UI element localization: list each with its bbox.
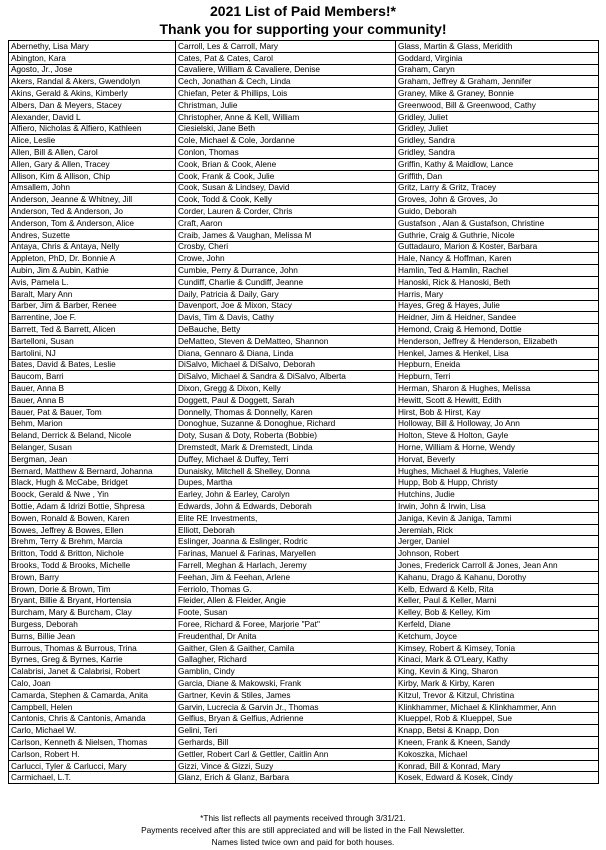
member-name-cell: Heidner, Jim & Heidner, Sandee <box>396 312 599 324</box>
member-name-cell: Cech, Jonathan & Cech, Linda <box>176 76 396 88</box>
member-name-cell: Carroll, Les & Carroll, Mary <box>176 41 396 53</box>
table-row <box>9 678 599 690</box>
member-name-cell: Ketchum, Joyce <box>396 630 599 642</box>
table-row <box>9 265 599 277</box>
table-row <box>9 666 599 678</box>
member-name-cell: Cook, Brian & Cook, Alene <box>176 158 396 170</box>
member-name-cell: Jerger, Daniel <box>396 536 599 548</box>
member-name-cell: Donnelly, Thomas & Donnelly, Karen <box>176 406 396 418</box>
member-name-cell: Duffey, Michael & Duffey, Terri <box>176 453 396 465</box>
list-subtitle: Thank you for supporting your community! <box>159 21 447 37</box>
member-name-cell: Antaya, Chris & Antaya, Nelly <box>9 241 176 253</box>
table-row <box>9 701 599 713</box>
member-name-cell: Johnson, Robert <box>396 548 599 560</box>
member-name-cell: Brooks, Todd & Brooks, Michelle <box>9 560 176 572</box>
footer-note-later-payments: Payments received after this are still appreciated and will be listed in the Fall Newsletter. <box>141 825 465 835</box>
member-name-cell: Jeremiah, Rick <box>396 524 599 536</box>
member-name-cell: Anderson, Ted & Anderson, Jo <box>9 206 176 218</box>
member-name-cell: Cantonis, Chris & Cantonis, Amanda <box>9 713 176 725</box>
member-name-cell: Bauer, Anna B <box>9 394 176 406</box>
member-name-cell: Gelini, Teri <box>176 725 396 737</box>
table-row <box>9 111 599 123</box>
member-name-cell: Bergman, Jean <box>9 453 176 465</box>
member-name-cell: Hepburn, Terri <box>396 371 599 383</box>
member-name-cell: DiSalvo, Michael & DiSalvo, Deborah <box>176 359 396 371</box>
member-name-cell: Kneen, Frank & Kneen, Sandy <box>396 737 599 749</box>
member-name-cell: Holton, Steve & Holton, Gayle <box>396 430 599 442</box>
member-name-cell: Hamlin, Ted & Hamlin, Rachel <box>396 265 599 277</box>
table-row <box>9 312 599 324</box>
member-name-cell: Keller, Paul & Keller, Marni <box>396 595 599 607</box>
member-name-cell: Amsallem, John <box>9 182 176 194</box>
member-name-cell: Akins, Gerald & Akins, Kimberly <box>9 88 176 100</box>
member-name-cell: Calabrisi, Janet & Calabrisi, Robert <box>9 666 176 678</box>
table-row <box>9 206 599 218</box>
member-name-cell: Barrentine, Joe F. <box>9 312 176 324</box>
member-name-cell: Horne, William & Horne, Wendy <box>396 442 599 454</box>
member-name-cell: Kokoszka, Michael <box>396 748 599 760</box>
member-name-cell: Carlson, Robert H. <box>9 748 176 760</box>
footer-note-cutoff: *This list reflects all payments received through 3/31/21. <box>200 813 406 823</box>
member-name-cell: Allison, Kim & Allison, Chip <box>9 170 176 182</box>
member-name-cell: Albers, Dan & Meyers, Stacey <box>9 99 176 111</box>
member-name-cell: Gettler, Robert Carl & Gettler, Caitlin Ann <box>176 748 396 760</box>
table-row <box>9 383 599 395</box>
member-name-cell: Alexander, David L <box>9 111 176 123</box>
member-name-cell: Burgess, Deborah <box>9 619 176 631</box>
table-row <box>9 147 599 159</box>
member-name-cell: Foree, Richard & Foree, Marjorie "Pat" <box>176 619 396 631</box>
member-name-cell: Guthrie, Craig & Guthrie, Nicole <box>396 229 599 241</box>
table-row <box>9 642 599 654</box>
table-row <box>9 737 599 749</box>
table-row <box>9 217 599 229</box>
member-name-cell: Burrous, Thomas & Burrous, Trina <box>9 642 176 654</box>
table-row <box>9 465 599 477</box>
member-name-cell: Cook, Todd & Cook, Kelly <box>176 194 396 206</box>
member-name-cell: Goddard, Virginia <box>396 52 599 64</box>
member-name-cell: Daily, Patricia & Daily, Gary <box>176 288 396 300</box>
member-name-cell: Bates, David & Bates, Leslie <box>9 359 176 371</box>
member-name-cell: Brehm, Terry & Brehm, Marcia <box>9 536 176 548</box>
member-name-cell: Alfiero, Nicholas & Alfiero, Kathleen <box>9 123 176 135</box>
member-name-cell: Conlon, Thomas <box>176 147 396 159</box>
member-name-cell: Glass, Martin & Glass, Meridith <box>396 41 599 53</box>
member-name-cell: Harris, Mary <box>396 288 599 300</box>
member-name-cell: Bowes, Jeffrey & Bowes, Ellen <box>9 524 176 536</box>
member-name-cell: Earley, John & Earley, Carolyn <box>176 489 396 501</box>
member-name-cell: Avis, Pamela L. <box>9 276 176 288</box>
member-name-cell: Graham, Caryn <box>396 64 599 76</box>
member-name-cell: Gamblin, Cindy <box>176 666 396 678</box>
member-name-cell: Carlo, Michael W. <box>9 725 176 737</box>
member-name-cell: Eslinger, Joanna & Eslinger, Rodric <box>176 536 396 548</box>
table-row <box>9 135 599 147</box>
member-name-cell: Edwards, John & Edwards, Deborah <box>176 501 396 513</box>
table-row <box>9 548 599 560</box>
member-name-cell: Dixon, Gregg & Dixon, Kelly <box>176 383 396 395</box>
table-row <box>9 619 599 631</box>
member-name-cell: Kosek, Edward & Kosek, Cindy <box>396 772 599 784</box>
member-name-cell: Dremstedt, Mark & Dremstedt, Linda <box>176 442 396 454</box>
member-name-cell: Christman, Julie <box>176 99 396 111</box>
member-name-cell: Burns, Billie Jean <box>9 630 176 642</box>
table-row <box>9 560 599 572</box>
member-name-cell: Bauer, Anna B <box>9 383 176 395</box>
member-name-cell: Greenwood, Bill & Greenwood, Cathy <box>396 99 599 111</box>
member-name-cell: Camarda, Stephen & Camarda, Anita <box>9 689 176 701</box>
member-name-cell: Klueppel, Rob & Klueppel, Sue <box>396 713 599 725</box>
member-name-cell: Gaither, Glen & Gaither, Camila <box>176 642 396 654</box>
member-name-cell: Barber, Jim & Barber, Renee <box>9 300 176 312</box>
member-name-cell: Guido, Deborah <box>396 206 599 218</box>
table-row <box>9 713 599 725</box>
member-name-cell: Jones, Frederick Carroll & Jones, Jean Ann <box>396 560 599 572</box>
member-name-cell: Graney, Mike & Graney, Bonnie <box>396 88 599 100</box>
member-name-cell: Hayes, Greg & Hayes, Julie <box>396 300 599 312</box>
table-row <box>9 442 599 454</box>
footer-note-duplicates: Names listed twice own and paid for both houses. <box>211 837 395 847</box>
member-name-cell: Gritz, Larry & Gritz, Tracey <box>396 182 599 194</box>
member-name-cell: Cundiff, Charlie & Cundiff, Jeanne <box>176 276 396 288</box>
member-name-cell: Henderson, Jeffrey & Henderson, Elizabeth <box>396 335 599 347</box>
member-name-cell: Barrett, Ted & Barrett, Alicen <box>9 324 176 336</box>
member-name-cell: Crosby, Cheri <box>176 241 396 253</box>
member-name-cell: Davenport, Joe & Mixon, Stacy <box>176 300 396 312</box>
table-row <box>9 394 599 406</box>
table-row <box>9 430 599 442</box>
member-name-cell: Black, Hugh & McCabe, Bridget <box>9 477 176 489</box>
member-name-cell: Belanger, Susan <box>9 442 176 454</box>
table-row <box>9 571 599 583</box>
member-name-cell: Corder, Lauren & Corder, Chris <box>176 206 396 218</box>
member-name-cell: Dunaisky, Mitchell & Shelley, Donna <box>176 465 396 477</box>
member-name-cell: Hirst, Bob & Hirst, Kay <box>396 406 599 418</box>
member-name-cell: Janiga, Kevin & Janiga, Tammi <box>396 512 599 524</box>
table-row <box>9 241 599 253</box>
member-name-cell: Foote, Susan <box>176 607 396 619</box>
member-name-cell: Glanz, Erich & Glanz, Barbara <box>176 772 396 784</box>
member-name-cell: Guttadauro, Marion & Koster, Barbara <box>396 241 599 253</box>
member-name-cell: Britton, Todd & Britton, Nichole <box>9 548 176 560</box>
member-name-cell: Abernethy, Lisa Mary <box>9 41 176 53</box>
member-name-cell: Agosto, Jr., Jose <box>9 64 176 76</box>
table-row <box>9 99 599 111</box>
member-name-cell: Gallagher, Richard <box>176 654 396 666</box>
member-name-cell: Cook, Frank & Cook, Julie <box>176 170 396 182</box>
member-name-cell: Campbell, Helen <box>9 701 176 713</box>
table-row <box>9 253 599 265</box>
table-row <box>9 595 599 607</box>
member-name-cell: Chiefan, Peter & Phillips, Lois <box>176 88 396 100</box>
member-name-cell: Brown, Dorie & Brown, Tim <box>9 583 176 595</box>
table-row <box>9 489 599 501</box>
member-name-cell: Gridley, Sandra <box>396 147 599 159</box>
member-name-cell: Hewitt, Scott & Hewitt, Edith <box>396 394 599 406</box>
member-name-cell: Hughes, Michael & Hughes, Valerie <box>396 465 599 477</box>
table-row <box>9 583 599 595</box>
member-name-cell: Farrell, Meghan & Harlach, Jeremy <box>176 560 396 572</box>
table-row <box>9 477 599 489</box>
table-row <box>9 536 599 548</box>
list-title: 2021 List of Paid Members!* <box>210 3 396 19</box>
member-name-cell: Irwin, John & Irwin, Lisa <box>396 501 599 513</box>
table-row <box>9 524 599 536</box>
table-row <box>9 64 599 76</box>
table-row <box>9 607 599 619</box>
member-name-cell: Gridley, Juliet <box>396 111 599 123</box>
member-name-cell: Anderson, Tom & Anderson, Alice <box>9 217 176 229</box>
member-name-cell: Dupes, Martha <box>176 477 396 489</box>
member-name-cell: Bryant, Billie & Bryant, Hortensia <box>9 595 176 607</box>
member-name-cell: Boock, Gerald & Nwe , Yin <box>9 489 176 501</box>
member-name-cell: Ciesielski, Jane Beth <box>176 123 396 135</box>
member-name-cell: Feehan, Jim & Feehan, Arlene <box>176 571 396 583</box>
member-name-cell: Doggett, Paul & Doggett, Sarah <box>176 394 396 406</box>
member-name-cell: Fleider, Allen & Fleider, Angie <box>176 595 396 607</box>
table-row <box>9 182 599 194</box>
member-name-cell: Bernard, Matthew & Bernard, Johanna <box>9 465 176 477</box>
member-name-cell: Bartelloni, Susan <box>9 335 176 347</box>
member-name-cell: Freudenthal, Dr Anita <box>176 630 396 642</box>
table-row <box>9 288 599 300</box>
member-name-cell: Kerfeld, Diane <box>396 619 599 631</box>
member-name-cell: Kinaci, Mark & O'Leary, Kathy <box>396 654 599 666</box>
member-name-cell: Graham, Jeffrey & Graham, Jennifer <box>396 76 599 88</box>
member-name-cell: Klinkhammer, Michael & Klinkhammer, Ann <box>396 701 599 713</box>
table-row <box>9 158 599 170</box>
member-name-cell: Craib, James & Vaughan, Melissa M <box>176 229 396 241</box>
member-name-cell: Davis, Tim & Davis, Cathy <box>176 312 396 324</box>
table-row <box>9 170 599 182</box>
member-name-cell: Baucom, Barri <box>9 371 176 383</box>
table-row <box>9 748 599 760</box>
member-name-cell: Baralt, Mary Ann <box>9 288 176 300</box>
table-row <box>9 324 599 336</box>
table-row <box>9 406 599 418</box>
table-row <box>9 300 599 312</box>
member-name-cell: Appleton, PhD, Dr. Bonnie A <box>9 253 176 265</box>
member-name-cell: Craft, Aaron <box>176 217 396 229</box>
table-row <box>9 418 599 430</box>
member-name-cell: Aubin, Jim & Aubin, Kathie <box>9 265 176 277</box>
member-name-cell: Alice, Leslie <box>9 135 176 147</box>
table-row <box>9 347 599 359</box>
table-row <box>9 76 599 88</box>
member-name-cell: Crowe, John <box>176 253 396 265</box>
member-name-cell: Gridley, Juliet <box>396 123 599 135</box>
member-name-cell: Cavaliere, William & Cavaliere, Denise <box>176 64 396 76</box>
member-name-cell: Carlson, Kenneth & Nielsen, Thomas <box>9 737 176 749</box>
member-name-cell: Cole, Michael & Cole, Jordanne <box>176 135 396 147</box>
table-row <box>9 52 599 64</box>
member-name-cell: Allen, Gary & Allen, Tracey <box>9 158 176 170</box>
member-name-cell: Kelley, Bob & Kelley, Kim <box>396 607 599 619</box>
table-row <box>9 335 599 347</box>
member-name-cell: Holloway, Bill & Holloway, Jo Ann <box>396 418 599 430</box>
table-row <box>9 772 599 784</box>
member-name-cell: Donoghue, Suzanne & Donoghue, Richard <box>176 418 396 430</box>
member-name-cell: Andres, Suzette <box>9 229 176 241</box>
member-name-cell: Allen, Bill & Allen, Carol <box>9 147 176 159</box>
member-name-cell: Horvat, Beverly <box>396 453 599 465</box>
member-name-cell: Hanoski, Rick & Hanoski, Beth <box>396 276 599 288</box>
member-name-cell: Kahanu, Drago & Kahanu, Dorothy <box>396 571 599 583</box>
table-row <box>9 689 599 701</box>
table-row <box>9 194 599 206</box>
member-name-cell: Anderson, Jeanne & Whitney, Jill <box>9 194 176 206</box>
member-name-cell: Carmichael, L.T. <box>9 772 176 784</box>
table-row <box>9 453 599 465</box>
member-name-cell: Bauer, Pat & Bauer, Tom <box>9 406 176 418</box>
table-row <box>9 501 599 513</box>
member-name-cell: Konrad, Bill & Konrad, Mary <box>396 760 599 772</box>
member-name-cell: Gerhards, Bill <box>176 737 396 749</box>
member-name-cell: Griffith, Dan <box>396 170 599 182</box>
member-name-cell: Kirby, Mark & Kirby, Karen <box>396 678 599 690</box>
member-name-cell: Kitzul, Trevor & Kitzul, Christina <box>396 689 599 701</box>
members-table <box>8 40 599 784</box>
member-name-cell: Farinas, Manuel & Farinas, Maryellen <box>176 548 396 560</box>
member-name-cell: Herman, Sharon & Hughes, Melissa <box>396 383 599 395</box>
member-name-cell: Hupp, Bob & Hupp, Christy <box>396 477 599 489</box>
member-name-cell: King, Kevin & King, Sharon <box>396 666 599 678</box>
member-name-cell: Abington, Kara <box>9 52 176 64</box>
member-name-cell: DeBauche, Betty <box>176 324 396 336</box>
member-name-cell: Cates, Pat & Cates, Carol <box>176 52 396 64</box>
table-row <box>9 41 599 53</box>
member-name-cell: Akers, Randal & Akers, Gwendolyn <box>9 76 176 88</box>
member-name-cell: Elliott, Deborah <box>176 524 396 536</box>
member-name-cell: Carlucci, Tyler & Carlucci, Mary <box>9 760 176 772</box>
table-row <box>9 630 599 642</box>
member-name-cell: Gridley, Sandra <box>396 135 599 147</box>
member-name-cell: DiSalvo, Michael & Sandra & DiSalvo, Alberta <box>176 371 396 383</box>
table-row <box>9 88 599 100</box>
member-name-cell: DeMatteo, Steven & DeMatteo, Shannon <box>176 335 396 347</box>
member-name-cell: Cook, Susan & Lindsey, David <box>176 182 396 194</box>
member-name-cell: Hale, Nancy & Hoffman, Karen <box>396 253 599 265</box>
member-name-cell: Henkel, James & Henkel, Lisa <box>396 347 599 359</box>
member-name-cell: Doty, Susan & Doty, Roberta (Bobbie) <box>176 430 396 442</box>
member-name-cell: Ferriolo, Thomas G. <box>176 583 396 595</box>
table-row <box>9 276 599 288</box>
member-name-cell: Bowen, Ronald & Bowen, Karen <box>9 512 176 524</box>
member-name-cell: Byrnes, Greg & Byrnes, Karrie <box>9 654 176 666</box>
member-name-cell: Kimsey, Robert & Kimsey, Tonia <box>396 642 599 654</box>
member-name-cell: Hepburn, Eneida <box>396 359 599 371</box>
table-row <box>9 760 599 772</box>
member-name-cell: Behm, Marion <box>9 418 176 430</box>
member-name-cell: Gustafson , Alan & Gustafson, Christine <box>396 217 599 229</box>
member-name-cell: Garcia, Diane & Makowski, Frank <box>176 678 396 690</box>
member-name-cell: Bottie, Adam & Idrizi Bottie, Shpresa <box>9 501 176 513</box>
table-row <box>9 229 599 241</box>
table-row <box>9 725 599 737</box>
member-name-cell: Gizzi, Vince & Gizzi, Suzy <box>176 760 396 772</box>
member-name-cell: Elite RE Investments, <box>176 512 396 524</box>
member-name-cell: Brown, Barry <box>9 571 176 583</box>
member-name-cell: Hutchins, Judie <box>396 489 599 501</box>
member-name-cell: Burcham, Mary & Burcham, Clay <box>9 607 176 619</box>
member-name-cell: Gartner, Kevin & Stiles, James <box>176 689 396 701</box>
table-row <box>9 359 599 371</box>
member-name-cell: Beland, Derrick & Beland, Nicole <box>9 430 176 442</box>
member-name-cell: Hemond, Craig & Hemond, Dottie <box>396 324 599 336</box>
member-name-cell: Knapp, Betsi & Knapp, Don <box>396 725 599 737</box>
member-name-cell: Diana, Gennaro & Diana, Linda <box>176 347 396 359</box>
member-name-cell: Calo, Joan <box>9 678 176 690</box>
member-name-cell: Bartolini, NJ <box>9 347 176 359</box>
table-row <box>9 371 599 383</box>
member-name-cell: Cumbie, Perry & Durrance, John <box>176 265 396 277</box>
member-name-cell: Christopher, Anne & Kell, William <box>176 111 396 123</box>
member-name-cell: Kelb, Edward & Kelb, Rita <box>396 583 599 595</box>
member-name-cell: Groves, John & Groves, Jo <box>396 194 599 206</box>
table-row <box>9 654 599 666</box>
table-row <box>9 123 599 135</box>
member-name-cell: Gelfius, Bryan & Gelfius, Adrienne <box>176 713 396 725</box>
member-name-cell: Garvin, Lucrecia & Garvin Jr., Thomas <box>176 701 396 713</box>
table-row <box>9 512 599 524</box>
member-name-cell: Griffin, Kathy & Maidlow, Lance <box>396 158 599 170</box>
